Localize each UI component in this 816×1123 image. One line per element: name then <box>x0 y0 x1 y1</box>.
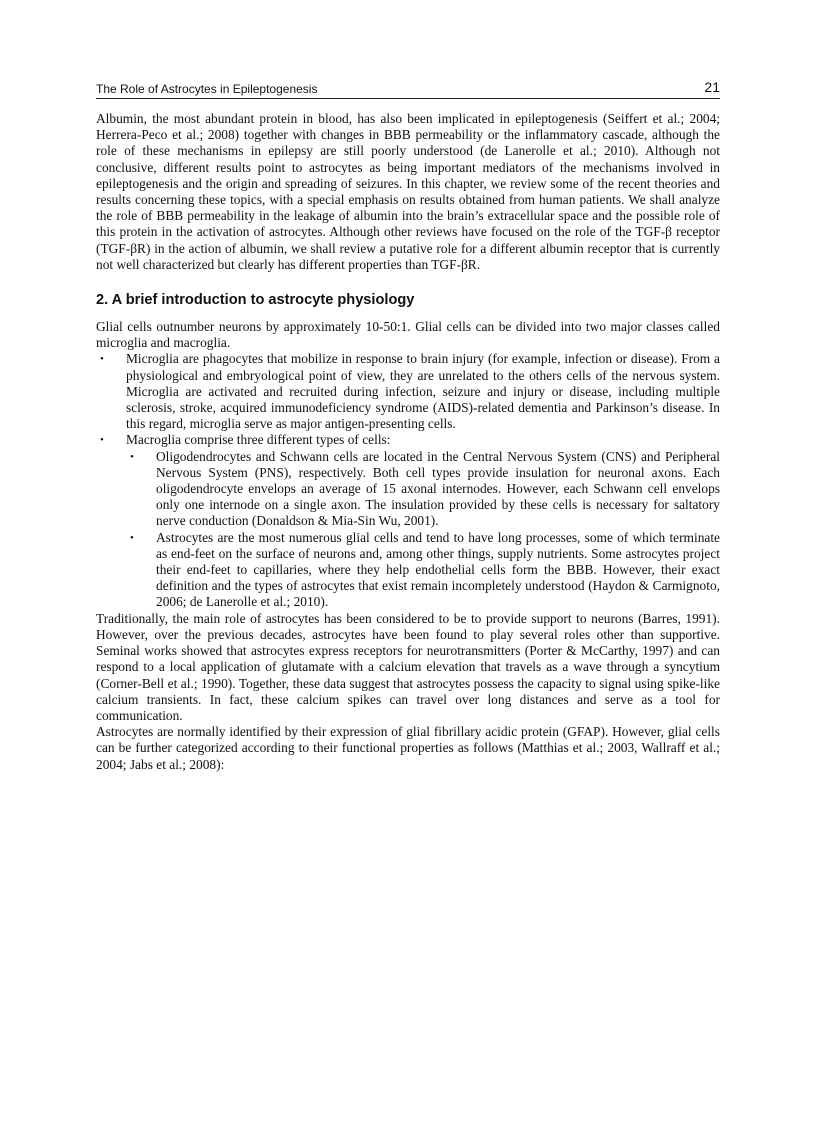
running-title: The Role of Astrocytes in Epileptogenesis <box>96 82 318 96</box>
list-item-microglia <box>96 351 720 432</box>
list-item-macroglia <box>96 432 720 610</box>
intro-paragraph: Albumin, the most abundant protein in blood, has also been implicated in epileptogenesis (Seiffert et al.; 2004; Herrera-Peco et al.; 2008) together with changes in BBB permeability or the inflammatory cascade, although the role of these mechanisms in epilepsy are still poorly understood (de Lanerolle et al.; 2010). Although not conclusive, different results point to astrocytes as being important mediators of the mechanisms involved in epileptogenesis and the origin and spreading of seizures. In this chapter, we review some of the recent theories and results concerning these topics, with a special emphasis on results obtained from human patients. We shall analyze the role of BBB permeability in the leakage of albumin into the brain’s extracellular space and the possible role of this protein in the activation of astrocytes. Although other reviews have focused on the role of the TGF-β receptor (TGF-βR) in the action of albumin, we shall review a putative role for a different albumin receptor that is currently not well characterized but clearly has different properties than TGF-βR. <box>96 111 720 272</box>
section-heading: 2. A brief introduction to astrocyte physiology <box>96 292 415 309</box>
bullet-icon: • <box>100 353 104 366</box>
list-item-text: Macroglia comprise three different types of cells: <box>126 432 391 448</box>
sublist-item-oligodendrocytes <box>126 449 720 530</box>
running-header <box>96 80 720 99</box>
bullet-icon: • <box>130 450 134 463</box>
sublist-item-text: Astrocytes are the most numerous glial cells and tend to have long processes, some of which terminate as end-feet on the surface of neurons and, among other things, supply nutrients. Some astrocytes project their end-feet to capillaries, where they help endothelial cells form the BBB. However, their exact definition and the types of astrocytes that exist remain incompletely understood (Haydon & Carmignoto, 2006; de Lanerolle et al.; 2010). <box>156 529 720 610</box>
glial-class-list <box>96 351 720 610</box>
macroglia-sublist <box>126 449 720 611</box>
bullet-icon: • <box>100 434 104 447</box>
bullet-icon: • <box>130 531 134 544</box>
page-body <box>96 111 720 773</box>
list-item-text: Microglia are phagocytes that mobilize in response to brain injury (for example, infection or disease). From a physiological and embryological point of view, they are unrelated to the others cells of the nervous system. Microglia are activated and recruited during infection, seizure and injury or disease, including multiple sclerosis, stroke, acquired immunodeficiency syndrome (AIDS)-related dementia and Parkinson’s disease. In this regard, microglia serve as major antigen-presenting cells. <box>126 351 720 432</box>
paragraph-traditional-role: Traditionally, the main role of astrocytes has been considered to be to provide support to neurons (Barres, 1991). However, over the previous decades, astrocytes have been found to play several roles other than supportive. Seminal works showed that astrocytes express receptors for neurotransmitters (Porter & McCarthy, 1997) and can respond to a local application of glutamate with a calcium elevation that travels as a wave through a syncytium (Corner-Bell et al.; 1990). Together, these data suggest that astrocytes possess the capacity to signal using spike-like calcium transients. In fact, these calcium spikes can travel over long distances and serve as a tool for communication. <box>96 610 720 723</box>
page-number: 21 <box>704 79 720 95</box>
lead-paragraph: Glial cells outnumber neurons by approximately 10-50:1. Glial cells can be divided into two major classes called microglia and macroglia. <box>96 319 720 351</box>
sublist-item-text: Oligodendrocytes and Schwann cells are located in the Central Nervous System (CNS) and Peripheral Nervous System (PNS), respectively. Both cell types provide insulation for neuronal axons. Each oligodendrocyte envelops an average of 15 axonal internodes. However, each Schwann cell envelops only one internode on a single axon. The insulation provided by these cells is necessary for saltatory nerve conduction (Donaldson & Mia-Sin Wu, 2001). <box>156 448 720 529</box>
paragraph-gfap: Astrocytes are normally identified by their expression of glial fibrillary acidic protein (GFAP). However, glial cells can be further categorized according to their functional properties as follows (Matthias et al.; 2003, Wallraff et al.; 2004; Jabs et al.; 2008): <box>96 724 720 772</box>
sublist-item-astrocytes <box>126 530 720 611</box>
